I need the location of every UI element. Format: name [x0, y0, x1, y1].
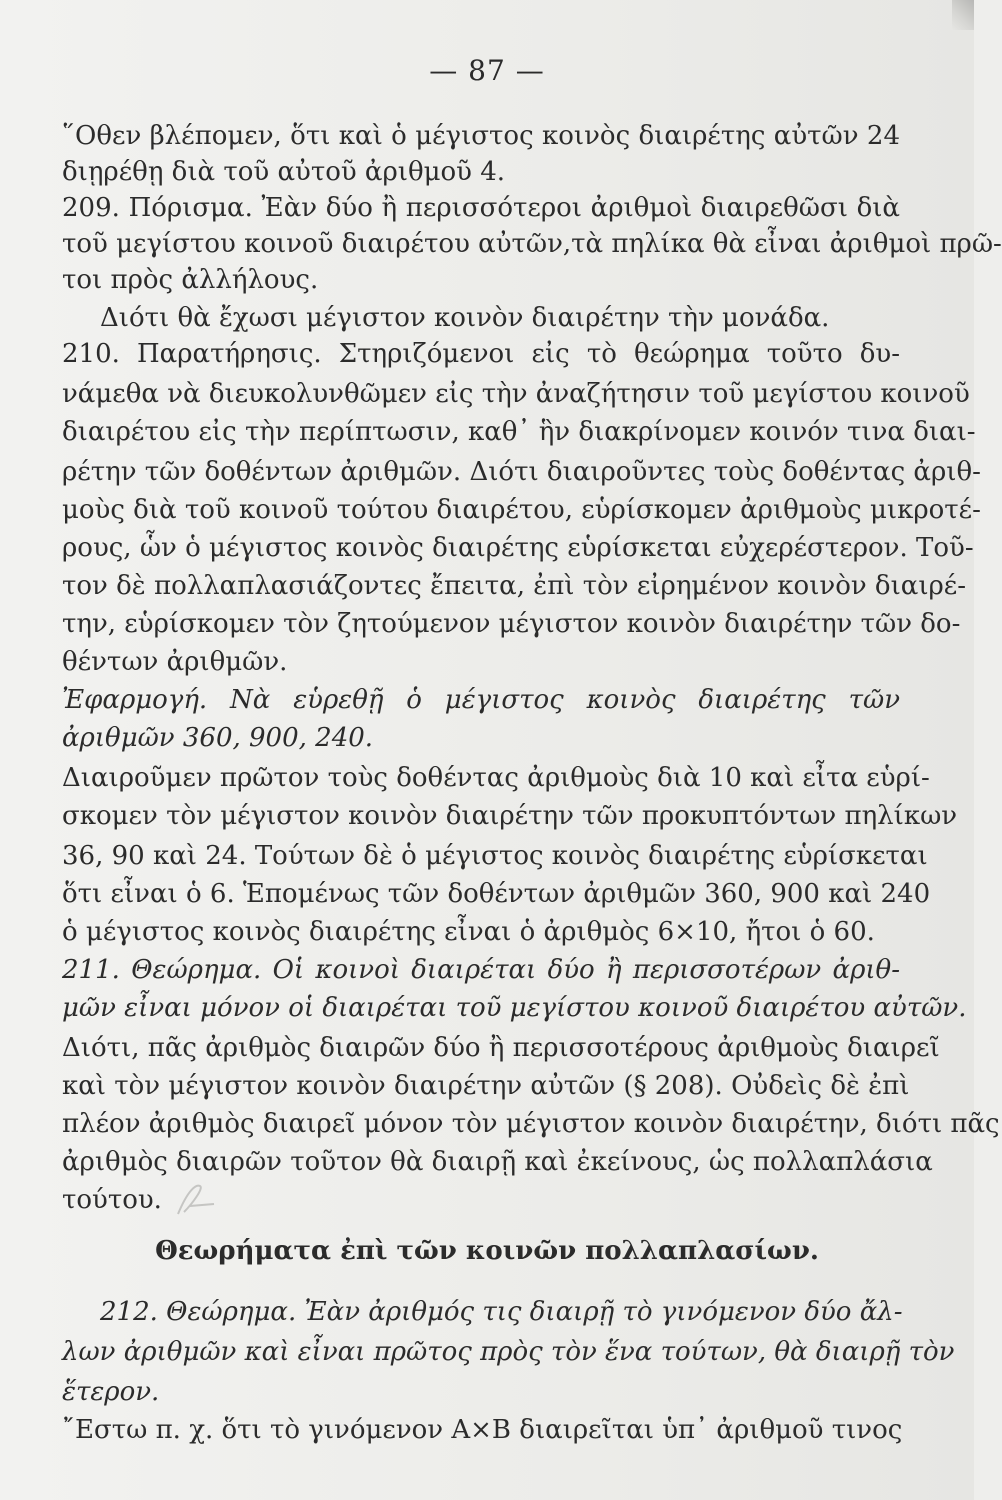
text-line: πλέον ἀριθμὸς διαιρεῖ μόνον τὸν μέγιστον κοινὸν διαιρέτην, διότι πᾶς: [62, 1109, 1000, 1139]
text-line: Διότι θὰ ἔχωσι μέγιστον κοινὸν διαιρέτην τὴν μονάδα.: [100, 303, 830, 333]
text-line: ῞Οθεν βλέπομεν, ὅτι καὶ ὁ μέγιστος κοινὸς διαιρέτης αὐτῶν 24: [62, 121, 900, 151]
pencil-mark: [170, 1180, 220, 1220]
page-number: — 87 —: [429, 54, 545, 87]
text-line: 212. Θεώρημα. Ἐὰν ἀριθμός τις διαιρῇ τὸ γινόμενον δύο ἄλ-: [100, 1297, 903, 1327]
text-line: Διαιροῦμεν πρῶτον τοὺς δοθέντας ἀριθμοὺς διὰ 10 καὶ εἶτα εὑρί-: [62, 763, 930, 793]
text-line: διῃρέθῃ διὰ τοῦ αὐτοῦ ἀριθμοῦ 4.: [62, 157, 506, 187]
text-line: ἀριθμῶν 360, 900, 240.: [62, 723, 374, 753]
text-line: ἕτερον.: [62, 1377, 160, 1407]
text-line: σκομεν τὸν μέγιστον κοινὸν διαιρέτην τῶν προκυπτόντων πηλίκων: [62, 801, 958, 831]
text-line: τοι πρὸς ἀλλήλους.: [62, 265, 319, 295]
text-line: 210. Παρατήρησις. Στηριζόμενοι εἰς τὸ θεώρημα τοῦτο δυ-: [62, 339, 900, 369]
text-line: 36, 90 καὶ 24. Τούτων δὲ ὁ μέγιστος κοινὸς διαιρέτης εὑρίσκεται: [62, 841, 928, 871]
text-line: λων ἀριθμῶν καὶ εἶναι πρῶτος πρὸς τὸν ἕνα τούτων, θὰ διαιρῇ τὸν: [62, 1337, 955, 1367]
text-line: ρέτην τῶν δοθέντων ἀριθμῶν. Διότι διαιροῦντες τοὺς δοθέντας ἀριθ-: [62, 457, 981, 487]
text-line: διαιρέτου εἰς τὴν περίπτωσιν, καθ᾽ ἣν διακρίνομεν κοινόν τινα διαι-: [62, 417, 976, 447]
text-line: 211. Θεώρημα. Οἱ κοινοὶ διαιρέται δύο ἢ περισσοτέρων ἀριθ-: [62, 955, 900, 985]
text-line: ἀριθμὸς διαιρῶν τοῦτον θὰ διαιρῇ καὶ ἐκείνους, ὡς πολλαπλάσια: [62, 1147, 933, 1177]
text-line: καὶ τὸν μέγιστον κοινὸν διαιρέτην αὐτῶν (§ 208). Οὐδεὶς δὲ ἐπὶ: [62, 1071, 910, 1101]
text-line: ὅτι εἶναι ὁ 6. Ἑπομένως τῶν δοθέντων ἀριθμῶν 360, 900 καὶ 240: [62, 879, 931, 909]
text-line: 209. Πόρισμα. Ἐὰν δύο ἢ περισσότεροι ἀριθμοὶ διαιρεθῶσι διὰ: [62, 193, 900, 223]
text-line: Διότι, πᾶς ἀριθμὸς διαιρῶν δύο ἢ περισσοτέρους ἀριθμοὺς διαιρεῖ: [62, 1033, 940, 1063]
text-line: Ἐφαρμογή. Νὰ εὑρεθῇ ὁ μέγιστος κοινὸς διαιρέτης τῶν: [62, 685, 900, 715]
text-line: ὁ μέγιστος κοινὸς διαιρέτης εἶναι ὁ ἀριθμὸς 6×10, ἤτοι ὁ 60.: [62, 917, 875, 947]
text-line: μοὺς διὰ τοῦ κοινοῦ τούτου διαιρέτου, εὑρίσκομεν ἀριθμοὺς μικροτέ-: [62, 495, 981, 525]
section-heading: Θεωρήματα ἐπὶ τῶν κοινῶν πολλαπλασίων.: [155, 1236, 819, 1266]
text-line: τούτου.: [62, 1185, 162, 1215]
text-line: ρους, ὧν ὁ μέγιστος κοινὸς διαιρέτης εὑρίσκεται εὐχερέστερον. Τοῦ-: [62, 533, 974, 563]
text-line: τοῦ μεγίστου κοινοῦ διαιρέτου αὐτῶν,τὰ πηλίκα θὰ εἶναι ἀριθμοὶ πρῶ-: [62, 229, 1002, 259]
text-line: νάμεθα νὰ διευκολυνθῶμεν εἰς τὴν ἀναζήτησιν τοῦ μεγίστου κοινοῦ: [62, 379, 970, 409]
text-line: την, εὑρίσκομεν τὸν ζητούμενον μέγιστον κοινὸν διαιρέτην τῶν δο-: [62, 609, 961, 639]
text-line: θέντων ἀριθμῶν.: [62, 647, 288, 677]
text-line: ῎Εστω π. χ. ὅτι τὸ γινόμενον Α×Β διαιρεῖται ὑπ᾽ ἀριθμοῦ τινος: [62, 1415, 903, 1445]
page-corner-shadow: [952, 0, 974, 30]
text-line: μῶν εἶναι μόνον οἱ διαιρέται τοῦ μεγίστου κοινοῦ διαιρέτου αὐτῶν.: [62, 993, 967, 1023]
text-line: τον δὲ πολλαπλασιάζοντες ἔπειτα, ἐπὶ τὸν εἰρημένον κοινὸν διαιρέ-: [62, 571, 967, 601]
